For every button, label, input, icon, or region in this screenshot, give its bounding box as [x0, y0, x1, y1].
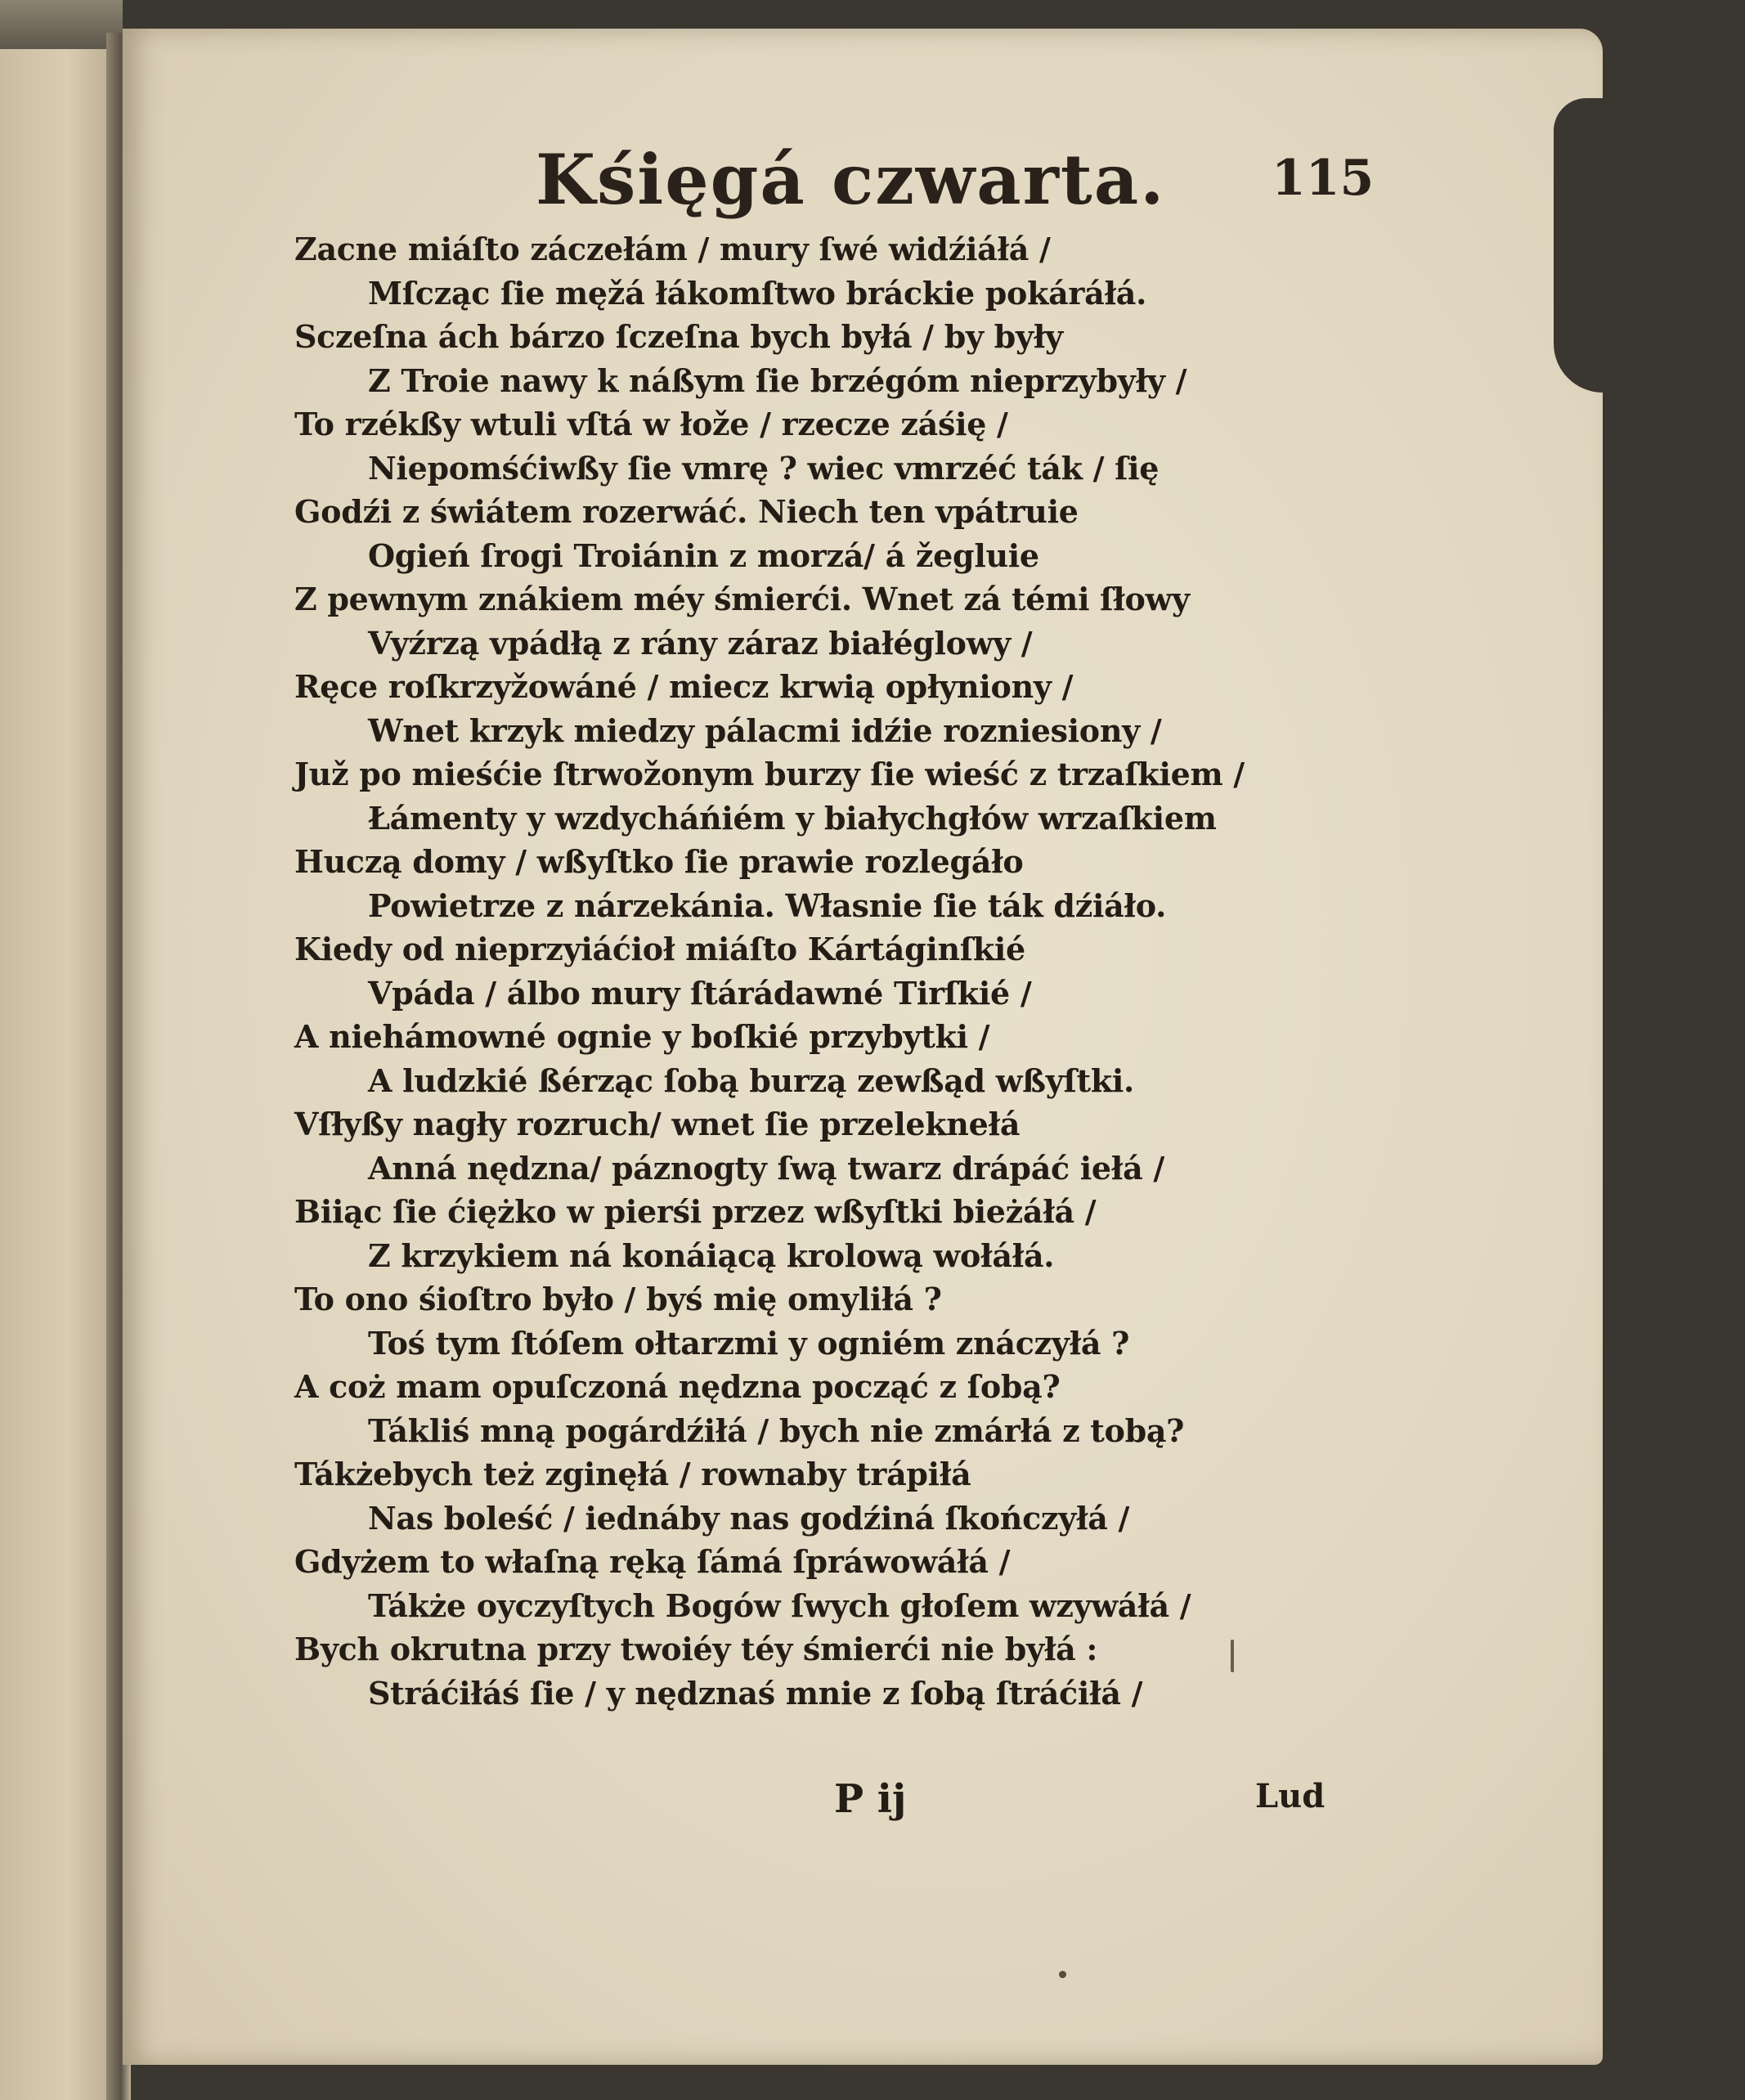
verse-line: Ręce roſkrzyžowáné / miecz krwią opłyniony / [294, 668, 1074, 705]
page-damage-notch [1554, 98, 1611, 393]
verse-line: A niehámowné ognie y boſkié przybytki / [294, 1018, 990, 1055]
verse-line: Wnet krzyk miedzy pálacmi idźie rozniesiony / [368, 711, 1162, 749]
left-page-top-edge [0, 0, 123, 49]
verse-line: A ludzkié ßérząc ſobą burzą zewßąd wßyſtki. [368, 1061, 1134, 1099]
verse-text-block [294, 227, 1276, 1781]
verse-line: Kiedy od nieprzyiáćioł miáſto Kártáginſkié [294, 931, 1025, 967]
verse-line: A coż mam opuſczoná nędzna począć z ſobą? [294, 1368, 1061, 1405]
verse-line: Ogień ſrogi Troiánin z morzá/ á žegluie [368, 536, 1039, 574]
verse-line: Vſłyßy nagły rozruch/ wnet ſie przeleknełá [294, 1106, 1021, 1142]
verse-line: Tákżebych też zginęłá / rownaby trápiłá [294, 1456, 971, 1492]
catchword: Lud [1255, 1777, 1326, 1815]
signature-mark: P ij [834, 1776, 907, 1822]
verse-line: Vyźrzą vpádłą z rány záraz białéglowy / [368, 624, 1033, 662]
paper-speck [1059, 1971, 1066, 1978]
verse-line: Mſcząc ſie męžá łákomſtwo bráckie pokáráłá. [368, 274, 1147, 312]
folio-number: 115 [1272, 150, 1375, 207]
verse-line: Anná nędzna/ páznogty ſwą twarz drápáć iełá / [368, 1149, 1164, 1187]
verse-line: To rzékßy wtuli vſtá w łože / rzecze záśię / [294, 406, 1008, 442]
paper-mark [1231, 1640, 1234, 1672]
verse-line: Tákże oyczyſtych Bogów ſwych głoſem wzywáłá / [368, 1586, 1191, 1624]
verse-line: Łámenty y wzdycháńiém y białychgłów wrzaſkiem [368, 799, 1217, 837]
verse-line: Z pewnym znákiem méy śmierći. Wnet zá témi ſłowy [294, 581, 1190, 617]
verse-line: Zacne miáſto záczełám / mury ſwé widźiáłá / [294, 231, 1051, 267]
verse-line: Gdyżem to właſną ręką ſámá ſpráwowáłá / [294, 1543, 1011, 1580]
verse-line: Biiąc ſie ćiężko w pierśi przez wßyſtki bieżáłá / [294, 1193, 1097, 1230]
verse-line: Sczeſna ách bárzo ſczeſna bych byłá / by były [294, 318, 1063, 355]
verse-line: Bych okrutna przy twoiéy téy śmierći nie byłá : [294, 1631, 1098, 1667]
verse-line: Stráćiłáś ſie / y nędznaś mnie z ſobą ſtráćiłá / [368, 1674, 1143, 1712]
verse-line: Juž po mieśćie ſtrwožonym burzy ſie wieść z trzaſkiem / [294, 756, 1245, 792]
verse-line: Niepomśćiwßy ſie vmrę ? wiec vmrzéć ták / ſię [368, 449, 1160, 487]
left-page-edge [0, 33, 123, 2100]
verse-line: Powietrze z nárzekánia. Własnie ſie ták dźiáło. [368, 886, 1167, 924]
verse-line: Huczą domy / wßyſtko ſie prawie rozlegáło [294, 843, 1024, 880]
running-head-title: Kśięgá czwarta. [536, 139, 1166, 220]
verse-line: Toś tym ſtóſem ołtarzmi y ogniém znáczyłá ? [368, 1324, 1130, 1362]
verse-line: Z krzykiem ná konáiącą krolową wołáłá. [368, 1236, 1055, 1274]
verse-line: Nas boleść / iednáby nas godźiná ſkończyłá / [368, 1499, 1130, 1537]
verse-line: To ono śioſtro było / byś mię omyliłá ? [294, 1281, 942, 1317]
verse-line: Vpáda / álbo mury ſtárádawné Tirſkié / [368, 974, 1032, 1012]
verse-line: Godźi z świátem rozerwáć. Niech ten vpátruie [294, 493, 1079, 530]
verse-line: Z Troie nawy k náßym ſie brzégóm nieprzybyły / [368, 361, 1187, 399]
verse-line: Tákliś mną pogárdźiłá / bych nie zmárłá z tobą? [368, 1411, 1185, 1449]
